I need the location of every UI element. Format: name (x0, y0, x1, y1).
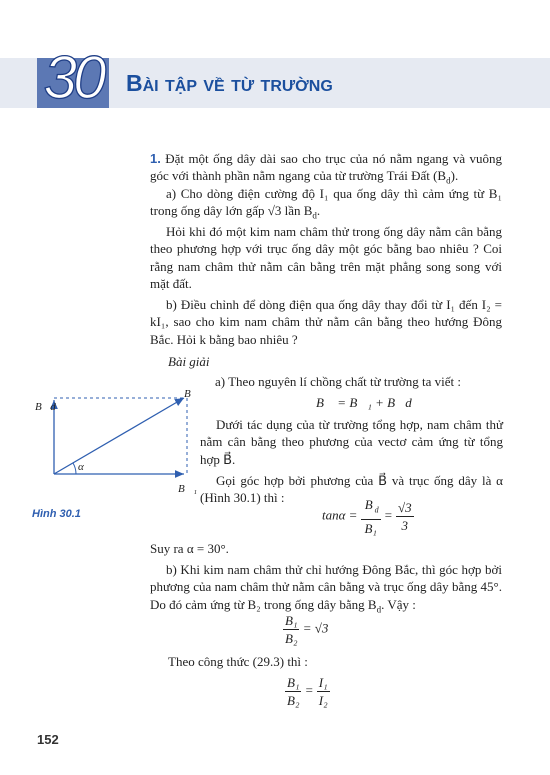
tan-label: tanα = (322, 507, 358, 523)
current-ratio-equation: $\frac{\text{B₁}}{\text{B₂}}$ = $\frac{\text{I₁}}{\text{I₂}}$ (287, 675, 328, 708)
result-a: Suy ra α = 30°. (150, 541, 229, 556)
sqrt3: √3 (397, 499, 412, 515)
exercise-intro-end: ). (450, 168, 459, 184)
tan-den: B₁ (364, 520, 377, 536)
tan-equation: tanα = $\frac{B _d}{\text{B₁}}$ = $\frac{√3}{3}$ (322, 497, 412, 536)
page-number: 152 (37, 732, 59, 747)
solution-a-text: Dưới tác dụng của từ trường tổng hợp, nam châm thử nằm cân bằng theo phương của vectơ cảm ứng từ tổng hợp B⃗. (200, 417, 503, 467)
label-b: B⃗ (184, 388, 200, 400)
tan-fraction (361, 496, 381, 537)
i-ratio: $\frac{\text{I₁}}{\text{I₂}}$ (318, 675, 328, 708)
chapter-number: 30 (43, 44, 103, 111)
b1-over-b2: $\frac{\text{B₁}}{\text{B₂}}$ (285, 613, 298, 646)
figure-30-1 (32, 388, 200, 503)
label-alpha: α (78, 461, 84, 473)
exercise-part-a: a) Cho dòng điện cường độ I₁ qua ống dây thì cảm ứng từ B₁ trong ống dây lớn gấp √3 lần $B_d$. (150, 186, 502, 221)
solution-heading: Bài giải (168, 354, 210, 369)
three: 3 (401, 517, 409, 533)
label-b1: B⃗₁ (178, 483, 198, 495)
sqrt3-over-3 (396, 499, 414, 534)
b-eq-rhs: = √3 (302, 620, 329, 636)
solution-b-text: b) Khi kim nam châm thử chỉ hướng Đông Bắc, thì góc hợp bởi phương của nam châm thử nằm cân bằng và trục ống dây bằng 45°. Do đó cảm ứng từ B₂ trong ống dây bằng $B_d$. Vậy : (150, 562, 502, 615)
solution-a-equation: B⃗ = B⃗₁ + B⃗d (316, 395, 412, 410)
exercise-question: Hỏi khi đó một kim nam châm thử trong ống dây nằm cân bằng theo phương hợp với trục ống dây một góc bằng bao nhiêu ? Coi rằng nam châm thử nằm cân bằng trên mặt phẳng song song với mặt đất. (150, 224, 502, 292)
exercise-part-b: b) Điều chỉnh để dòng điện qua ống dây thay đổi từ I₁ đến I₂ = kI₁, sao cho kim nam châm thử nằm cân bằng theo hướng Đông Bắc. Hỏi k bằng bao nhiêu ? (150, 297, 502, 347)
vector-b-arrow (54, 398, 184, 474)
solution-a-angle: Gọi góc hợp bởi phương của B⃗ và trục ống dây là α (Hình 30.1) thì : (200, 473, 503, 506)
tan-num: B $_d$ (361, 496, 381, 520)
chapter-title: Bài tập về từ trường (126, 70, 333, 96)
solution-a-intro: a) Theo nguyên lí chồng chất từ trường ta viết : (215, 374, 461, 389)
subscript-d: d (446, 176, 451, 186)
b-equation (283, 612, 328, 647)
part-a-text: a) Cho dòng điện cường độ I₁ qua ống dây thì cảm ứng từ B₁ trong ống dây lớn gấp √3 lần B (150, 186, 502, 219)
exercise-intro-text: Đặt một ống dây dài sao cho trục của nó nằm ngang và vuông góc với thành phần nằm ngang của từ trường Trái Đất (B (150, 151, 503, 184)
angle-arc (73, 463, 76, 474)
formula-intro: Theo công thức (29.3) thì : (168, 654, 308, 669)
exercise-number: 1. (150, 151, 161, 166)
label-bd: B⃗d (35, 401, 56, 413)
b-ratio: $\frac{\text{B₁}}{\text{B₂}}$ (287, 675, 300, 708)
figure-caption: Hình 30.1 (32, 508, 81, 520)
subscript-d: d (312, 211, 317, 221)
